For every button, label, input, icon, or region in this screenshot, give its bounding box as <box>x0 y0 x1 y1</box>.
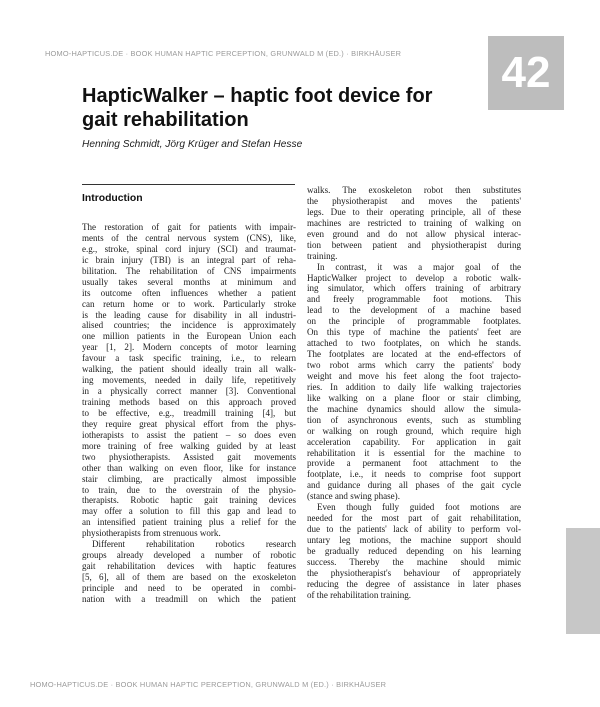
text-line: ries. In addition to daily life walking trajectories <box>307 381 521 392</box>
text-line: The footplates are located at the end-effectors of <box>307 349 521 360</box>
text-line: to train, due to the overstrain of the physio- <box>82 484 296 495</box>
text-line: other than walking on even floor, like for instance <box>82 462 296 473</box>
text-line: the machine dynamics should allow the simula- <box>307 403 521 414</box>
text-line: an intensified patient training plus a relief for the <box>82 517 296 528</box>
text-line: walking, the patient should ideally train all walk- <box>82 364 296 375</box>
text-line: walks. The exoskeleton robot then substitutes <box>307 185 521 195</box>
text-line: tion of asynchronous events, such as stumbling <box>307 414 521 425</box>
text-line: or walking on rough ground, which require high <box>307 425 521 436</box>
text-line: may offer a solution to fill this gap and lead to <box>82 506 296 517</box>
text-line: attached to two footplates, on which he stands. <box>307 338 521 349</box>
title-line-1: HapticWalker – haptic foot device for <box>82 85 433 107</box>
text-line: nation with a treadmill on which the patient <box>82 593 296 604</box>
chapter-number-badge: 42 <box>488 36 564 110</box>
text-line: its outcome often influences whether a patient <box>82 287 296 298</box>
text-line: provide a permanent foot attachment to the <box>307 458 521 469</box>
text-line: alised countries; the incidence is approximately <box>82 320 296 331</box>
text-line: is the leading cause for disability in all industri- <box>82 309 296 320</box>
text-line: be gradually reduced depending on his learning <box>307 545 521 556</box>
text-line: in a physically correct manner [3]. Conventional <box>82 386 296 397</box>
text-line: two robot arms which carry the patients' body <box>307 360 521 370</box>
text-line: on the principle of programmable footplates. <box>307 316 521 327</box>
text-line: year [1, 2]. Modern concepts of motor learning <box>82 342 296 353</box>
body-column-left <box>82 222 296 605</box>
text-line: footplate, i.e., it needs to comprise foot support <box>307 469 521 480</box>
text-line: like walking on a plane floor or stair climbing, <box>307 392 521 403</box>
text-line: one million patients in the European Union each <box>82 331 296 342</box>
text-line: ing simulator, which offers training of arbitrary <box>307 283 521 294</box>
text-line: legs. Due to their operating principle, all of these <box>307 206 521 217</box>
text-line: stair climbing, are practically almost impossible <box>82 473 296 484</box>
text-line: HapticWalker project to develop a robotic walk- <box>307 272 521 283</box>
text-line: Different rehabilitation robotics research <box>92 539 296 550</box>
text-line: e.g., stroke, spinal cord injury (SCI) and traumat- <box>82 243 296 254</box>
text-line: and freely programmable foot motions. This <box>307 294 521 305</box>
text-line: gait rehabilitation devices with haptic features <box>82 561 296 572</box>
text-line: and guidance during all phases of the gait cycle <box>307 480 521 491</box>
author-list: Henning Schmidt, Jörg Krüger and Stefan Hesse <box>82 139 303 150</box>
running-footer: HOMO-HAPTICUS.DE · BOOK HUMAN HAPTIC PERCEPTION, GRUNWALD M (ED.) · BIRKHÄUSER <box>30 680 387 689</box>
text-line: favour a task specific training, i.e., to relearn <box>82 353 296 364</box>
text-line: acceleration capability. For application in gait <box>307 436 521 447</box>
text-line: (stance and swing phase). <box>307 491 400 502</box>
text-line: needed for the most part of gait rehabilitation, <box>307 513 521 524</box>
text-line: [5, 6], all of them are based on the exoskeleton <box>82 572 296 582</box>
text-line: training. <box>307 250 338 261</box>
text-line: iotherapists to assist the patient – so does even <box>82 429 296 440</box>
text-line: lead to the development of a machine based <box>307 305 521 316</box>
text-line: ments of the central nervous system (CNS), like, <box>82 232 296 243</box>
text-line: On this type of machine the patients' feet are <box>307 327 521 338</box>
text-line: due to the patients' lack of ability to perform vol- <box>307 524 521 535</box>
text-line: machines are restricted to training of walking on <box>307 217 521 228</box>
text-line: groups already developed a number of robotic <box>82 550 296 561</box>
text-line: ic brain injury (TBI) is an integral part of reha- <box>82 254 296 265</box>
text-line: can return home or to work. Particularly stroke <box>82 298 296 309</box>
text-line: In contrast, it was a major goal of the <box>317 261 521 272</box>
text-line: the physiotherapist's behaviour of appropriately <box>307 567 521 578</box>
text-line: usually takes several months at minimum and <box>82 276 296 287</box>
text-line: training methods based on this approach proved <box>82 397 296 407</box>
text-line: principle and need to be operated in combi- <box>82 582 296 593</box>
text-line: two physiotherapists. Assisted gait movements <box>82 451 296 462</box>
article-title <box>82 84 482 132</box>
text-line: more training of free walking guided by at least <box>82 440 296 451</box>
section-rule <box>82 184 295 185</box>
text-line: of the rehabilitation training. <box>307 589 412 600</box>
text-line: Even though fully guided foot motions are <box>317 502 521 513</box>
text-line: physiotherapists from strenuous work. <box>82 528 221 539</box>
section-heading-introduction: Introduction <box>82 193 143 204</box>
text-line: therapists. Robotic haptic gait training devices <box>82 495 296 506</box>
text-line: weight and move his feet along the foot trajecto- <box>307 370 521 381</box>
text-line: tion between patient and physiotherapist during <box>307 239 521 250</box>
text-line: bilitation. The rehabilitation of CNS impairments <box>82 265 296 276</box>
text-line: even ground and do not allow physical interac- <box>307 228 521 239</box>
thumb-index-tab <box>566 528 600 634</box>
text-line: ing movements, needed in daily life, repetitively <box>82 375 296 386</box>
running-header: HOMO-HAPTICUS.DE · BOOK HUMAN HAPTIC PERCEPTION, GRUNWALD M (ED.) · BIRKHÄUSER <box>45 49 402 58</box>
text-line: success. Thereby the machine should mimic <box>307 556 521 567</box>
text-line: The restoration of gait for patients with impair- <box>82 222 296 232</box>
text-line: the physiotherapist and moves the patients' <box>307 195 521 206</box>
title-line-2: gait rehabilitation <box>82 109 249 131</box>
text-line: untary leg motions, the machine support should <box>307 535 521 545</box>
text-line: reducing the degree of assistance in later phases <box>307 578 521 589</box>
text-line: to be effective, e.g., treadmill training [4], but <box>82 407 296 418</box>
text-line: rehabilitation it is essential for the machine to <box>307 447 521 458</box>
text-line: they require great physical effort from the phys- <box>82 418 296 429</box>
body-column-right <box>307 185 521 601</box>
